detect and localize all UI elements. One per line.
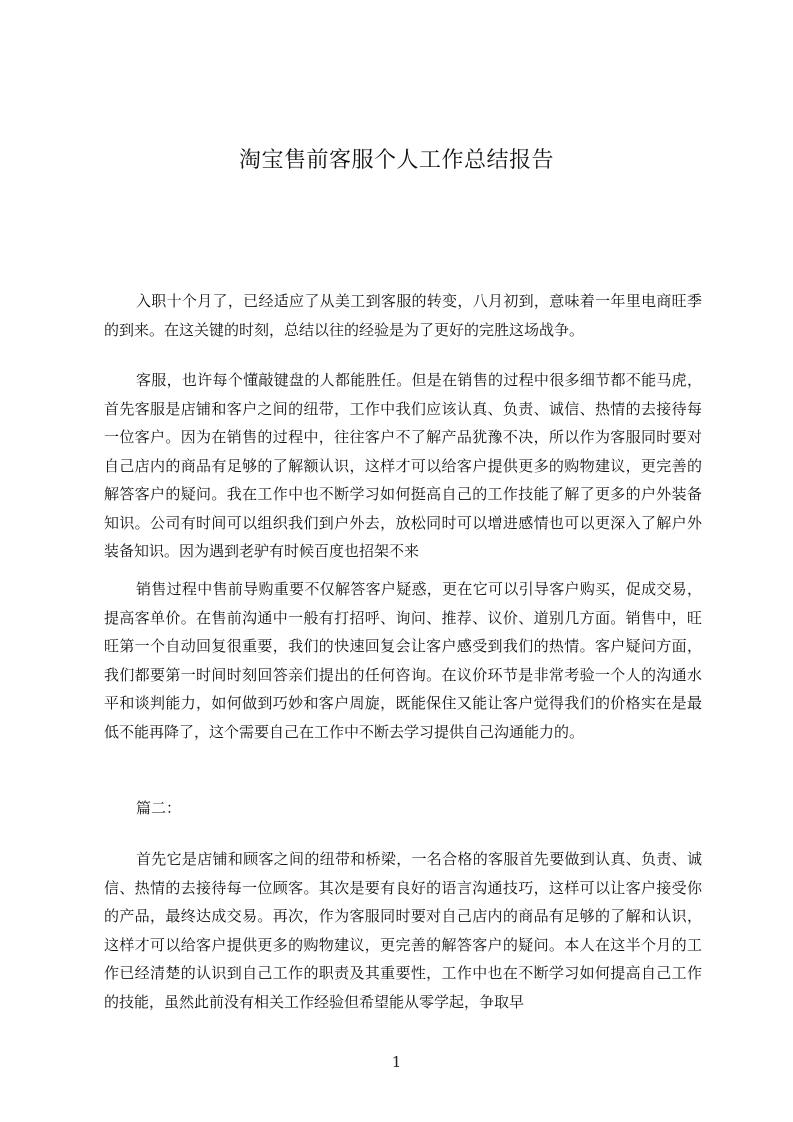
section-heading-part-two: 篇二：: [136, 799, 182, 817]
page-number: 1: [391, 1053, 402, 1071]
paragraph-customer-service: 客服，也许每个懂敲键盘的人都能胜任。但是在销售的过程中很多细节都不能马虎，首先客服是店铺和客户之间的纽带，工作中我们应该认真、负责、诚信、热情的去接待每一位客户。因为在销售的过程中，往往客户不了解产品犹豫不决，所以作为客服同时要对自己店内的商品有足够的了解额认识，这样才可以给客户提供更多的购物建议，更完善的解答客户的疑问。我在工作中也不断学习如何挺高自己的工作技能了解了更多的户外装备知识。公司有时间可以组织我们到户外去，放松同时可以增进感情也可以更深入了解户外装备知识。因为遇到老驴有时候百度也招架不来: [104, 371, 702, 560]
paragraph-presales-guide: 销售过程中售前导购重要不仅解答客户疑惑，更在它可以引导客户购买，促成交易，提高客单价。在售前沟通中一般有打招呼、询问、推荐、议价、道别几方面。销售中，旺旺第一个自动回复很重要，我们的快速回复会让客户感受到我们的热情。客户疑问方面，我们都要第一时间时刻回答亲们提出的任何咨询。在议价环节是非常考验一个人的沟通水平和谈判能力，如何做到巧妙和客户周旋，既能保住又能让客户觉得我们的价格实在是最低不能再降了，这个需要自己在工作中不断去学习提供自己沟通能力的。: [104, 580, 702, 741]
paragraph-part-two: 首先它是店铺和顾客之间的纽带和桥梁，一名合格的客服首先要做到认真、负责、诚信、热情的去接待每一位顾客。其次是要有良好的语言沟通技巧，这样可以让客户接受你的产品，最终达成交易。再次，作为客服同时要对自己店内的商品有足够的了解和认识，这样才可以给客户提供更多的购物建议，更完善的解答客户的疑问。本人在这半个月的工作已经清楚的认识到自己工作的职责及其重要性，工作中也在不断学习如何提高自己工作的技能，虽然此前没有相关工作经验但希望能从零学起，争取早: [104, 850, 702, 1011]
document-title: 淘宝售前客服个人工作总结报告: [238, 148, 554, 173]
paragraph-intro: 入职十个月了，已经适应了从美工到客服的转变，八月初到，意味着一年里电商旺季的到来。在这关键的时刻，总结以往的经验是为了更好的完胜这场战争。: [104, 292, 702, 339]
